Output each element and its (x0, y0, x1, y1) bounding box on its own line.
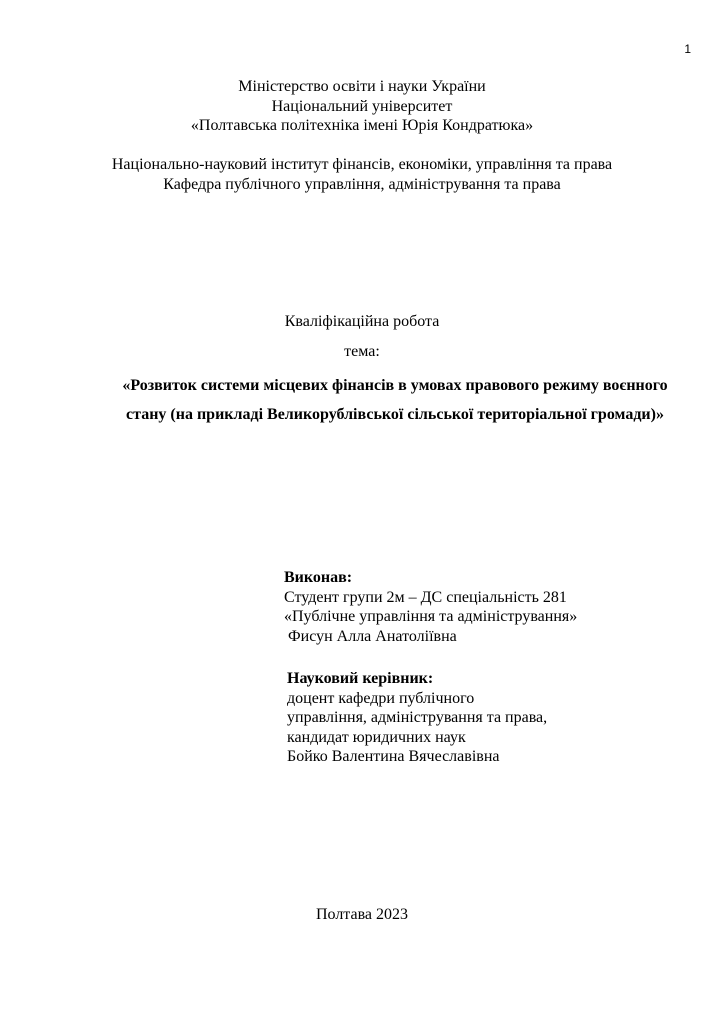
author-program: «Публічне управління та адміністрування» (284, 608, 578, 625)
author-group-specialty: Студент групи 2м – ДС спеціальність 281 (284, 588, 567, 606)
university-type: Національний університет (271, 97, 453, 115)
department-name: Кафедра публічного управління, адміністрування та права (163, 175, 561, 193)
supervisor-position-1: доцент кафедри публічного (287, 689, 475, 707)
author-heading: Виконав: (284, 569, 353, 586)
supervisor-block (287, 669, 687, 767)
page-number: 1 (684, 42, 691, 56)
institute-name: Національно-науковий інститут фінансів, економіки, управління та права (111, 156, 613, 173)
title-page-header (0, 77, 724, 136)
supervisor-position-2: управління, адміністрування та права, (287, 709, 548, 726)
thesis-title (85, 371, 705, 429)
supervisor-name: Бойко Валентина Вячеславівна (287, 748, 500, 765)
thesis-title-line-2: стану (на прикладі Великорублівської сільської територіальної громади)» (126, 406, 664, 423)
author-block (284, 568, 684, 646)
author-name: Фисун Алла Анатоліївна (288, 627, 457, 645)
supervisor-heading: Науковий керівник: (287, 670, 434, 687)
university-name: «Полтавська політехніка імені Юрія Кондратюка» (190, 117, 534, 134)
ministry-name: Міністерство освіти і науки України (238, 78, 486, 95)
work-type: Кваліфікаційна робота (284, 313, 440, 330)
supervisor-degree: кандидат юридичних наук (287, 728, 466, 746)
topic-label: тема: (344, 343, 380, 360)
city-year: Полтава 2023 (315, 906, 409, 923)
thesis-title-line-1: «Розвиток системи місцевих фінансів в умовах правового режиму воєнного (122, 377, 668, 394)
institute-block (0, 155, 724, 194)
